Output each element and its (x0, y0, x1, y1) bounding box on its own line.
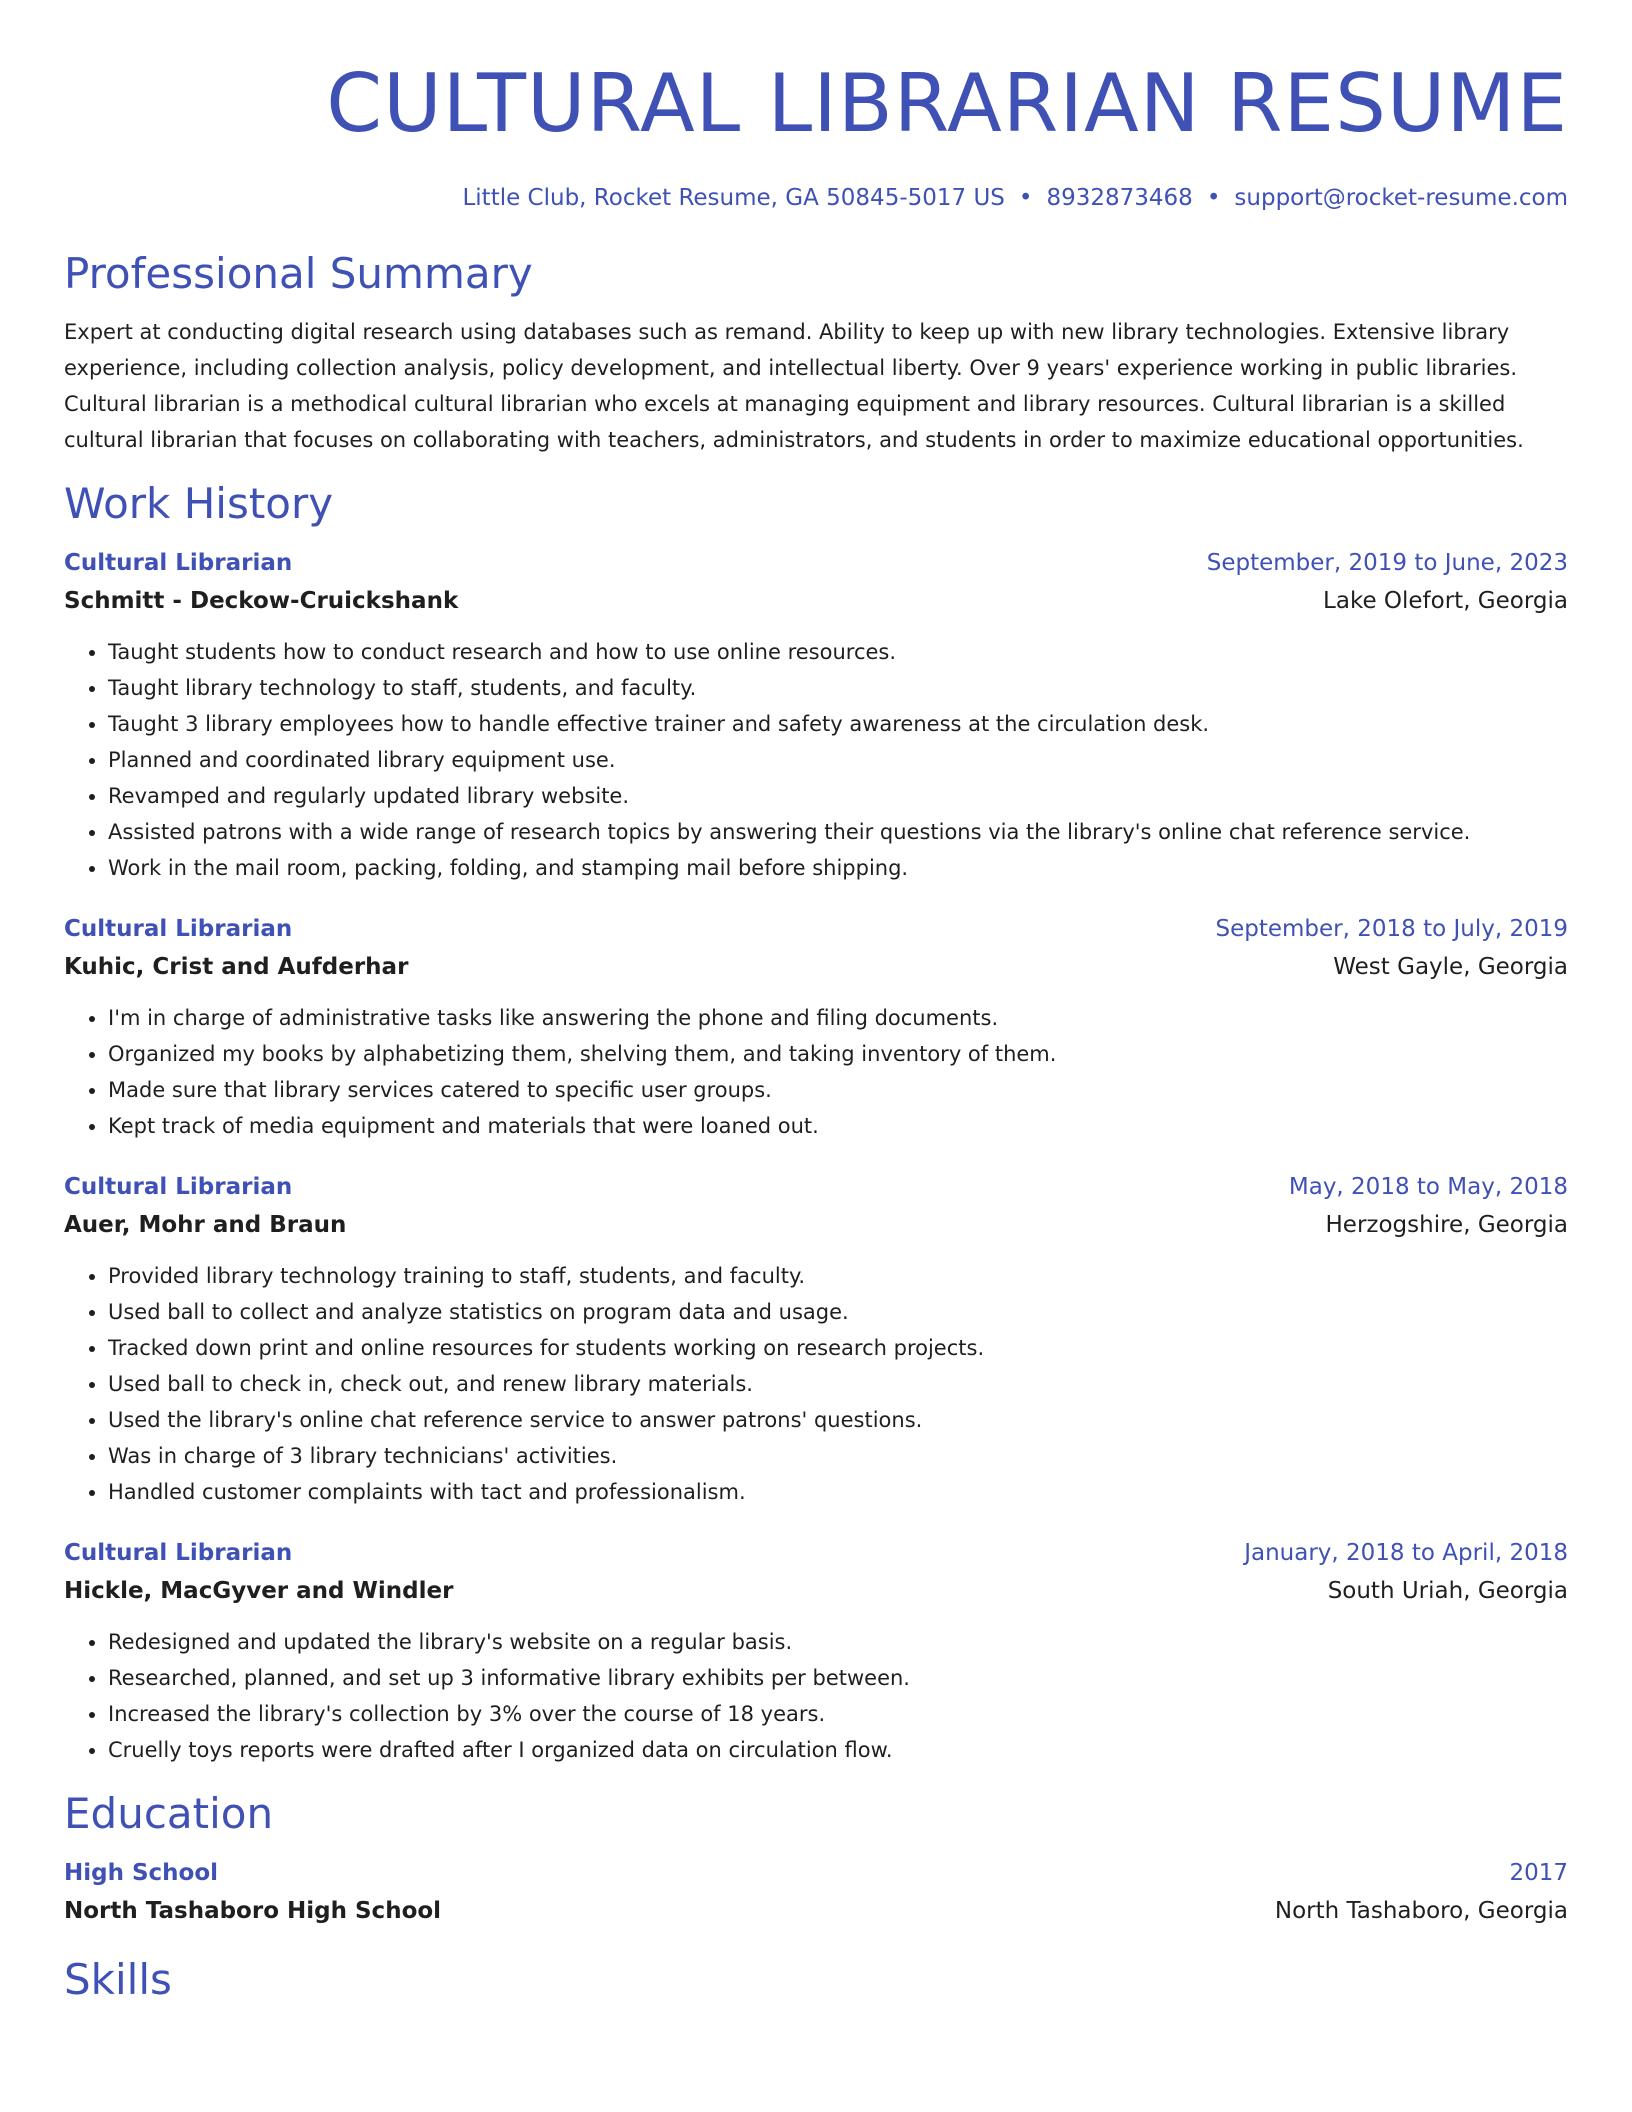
job-bullet: • Increased the library's collection by 3% over the course of 18 years. (108, 1696, 1568, 1732)
contact-address: Little Club, Rocket Resume, GA 50845-5017 US (462, 185, 1005, 211)
contact-separator: • (1206, 185, 1221, 211)
job-bullet: • Kept track of media equipment and materials that were loaned out. (108, 1108, 1568, 1144)
job-bullet: • Redesigned and updated the library's website on a regular basis. (108, 1624, 1568, 1660)
job-entry (64, 1168, 1568, 1510)
job-location: Herzogshire, Georgia (1325, 1212, 1568, 1238)
skills-heading: Skills (64, 1955, 172, 2004)
job-bullet: • Used ball to check in, check out, and renew library materials. (108, 1366, 1568, 1402)
job-bullet: • Tracked down print and online resources for students working on research projects. (108, 1330, 1568, 1366)
job-bullet-list (64, 634, 1568, 886)
education-location: North Tashaboro, Georgia (1274, 1898, 1568, 1924)
job-bullet-list (64, 1000, 1568, 1144)
job-title: Cultural Librarian (64, 916, 293, 942)
job-row-top (64, 1168, 1568, 1206)
contact-phone: 8932873468 (1046, 185, 1193, 211)
job-title: Cultural Librarian (64, 1174, 293, 1200)
job-dates: September, 2018 to July, 2019 (1215, 916, 1568, 942)
education-heading: Education (64, 1789, 274, 1838)
job-row-bottom (64, 1206, 1568, 1244)
job-bullet: • Cruelly toys reports were drafted after I organized data on circulation flow. (108, 1732, 1568, 1768)
job-bullet: • Revamped and regularly updated library website. (108, 778, 1568, 814)
job-employer: Schmitt - Deckow-Cruickshank (64, 588, 459, 614)
job-bullet: • Taught 3 library employees how to handle effective trainer and safety awareness at the circulation desk. (108, 706, 1568, 742)
education-section (64, 1788, 1568, 1930)
resume-page (64, 0, 1568, 2006)
summary-section (64, 248, 1568, 458)
contact-email[interactable]: support@rocket-resume.com (1234, 185, 1568, 211)
job-bullet: • Taught students how to conduct research and how to use online resources. (108, 634, 1568, 670)
resume-title: CULTURAL LIBRARIAN RESUME (326, 57, 1568, 150)
job-row-bottom (64, 582, 1568, 620)
job-bullet: • Used the library's online chat reference service to answer patrons' questions. (108, 1402, 1568, 1438)
job-location: South Uriah, Georgia (1327, 1578, 1568, 1604)
job-employer: Kuhic, Crist and Aufderhar (64, 954, 409, 980)
skills-section (64, 1954, 1568, 2006)
summary-heading: Professional Summary (64, 249, 533, 298)
job-bullet: • I'm in charge of administrative tasks like answering the phone and filing documents. (108, 1000, 1568, 1036)
job-list (64, 544, 1568, 1768)
job-bullet: • Handled customer complaints with tact and professionalism. (108, 1474, 1568, 1510)
job-bullet: • Planned and coordinated library equipment use. (108, 742, 1568, 778)
contact-separator: • (1018, 185, 1033, 211)
education-row-top (64, 1854, 1568, 1892)
job-dates: May, 2018 to May, 2018 (1288, 1174, 1568, 1200)
job-row-top (64, 1534, 1568, 1572)
summary-text: Expert at conducting digital research using databases such as remand. Ability to keep up with new library technologies. Extensive library experience, including collection analysis, policy development, and intellectual liberty. Over 9 years' experience working in public libraries. Cultural librarian is a methodical cultural librarian who excels at managing equipment and library resources. Cultural librarian is a skilled cultural librarian that focuses on collaborating with teachers, administrators, and students in order to maximize educational opportunities. (64, 320, 1524, 452)
work-history-section (64, 478, 1568, 1768)
job-row-bottom (64, 948, 1568, 986)
job-bullet: • Taught library technology to staff, students, and faculty. (108, 670, 1568, 706)
job-bullet-list (64, 1258, 1568, 1510)
job-bullet: • Organized my books by alphabetizing them, shelving them, and taking inventory of them. (108, 1036, 1568, 1072)
job-entry (64, 910, 1568, 1144)
job-entry (64, 544, 1568, 886)
job-bullet: • Researched, planned, and set up 3 informative library exhibits per between. (108, 1660, 1568, 1696)
job-bullet: • Assisted patrons with a wide range of research topics by answering their questions via the library's online chat reference service. (108, 814, 1568, 850)
education-degree: High School (64, 1860, 219, 1886)
work-history-heading: Work History (64, 479, 334, 528)
contact-line (64, 182, 1568, 214)
job-employer: Auer, Mohr and Braun (64, 1212, 347, 1238)
job-location: Lake Olefort, Georgia (1323, 588, 1568, 614)
education-entry (64, 1854, 1568, 1930)
job-employer: Hickle, MacGyver and Windler (64, 1578, 454, 1604)
job-row-bottom (64, 1572, 1568, 1610)
job-dates: January, 2018 to April, 2018 (1244, 1540, 1568, 1566)
job-dates: September, 2019 to June, 2023 (1206, 550, 1568, 576)
job-bullet-list (64, 1624, 1568, 1768)
job-bullet: • Was in charge of 3 library technicians' activities. (108, 1438, 1568, 1474)
job-title: Cultural Librarian (64, 1540, 293, 1566)
job-entry (64, 1534, 1568, 1768)
job-row-top (64, 910, 1568, 948)
job-bullet: • Provided library technology training to staff, students, and faculty. (108, 1258, 1568, 1294)
job-row-top (64, 544, 1568, 582)
job-bullet: • Made sure that library services catered to specific user groups. (108, 1072, 1568, 1108)
job-bullet: • Used ball to collect and analyze statistics on program data and usage. (108, 1294, 1568, 1330)
job-location: West Gayle, Georgia (1333, 954, 1568, 980)
education-row-bottom (64, 1892, 1568, 1930)
job-bullet: • Work in the mail room, packing, folding, and stamping mail before shipping. (108, 850, 1568, 886)
education-school: North Tashaboro High School (64, 1898, 442, 1924)
job-title: Cultural Librarian (64, 550, 293, 576)
education-year: 2017 (1509, 1860, 1568, 1886)
